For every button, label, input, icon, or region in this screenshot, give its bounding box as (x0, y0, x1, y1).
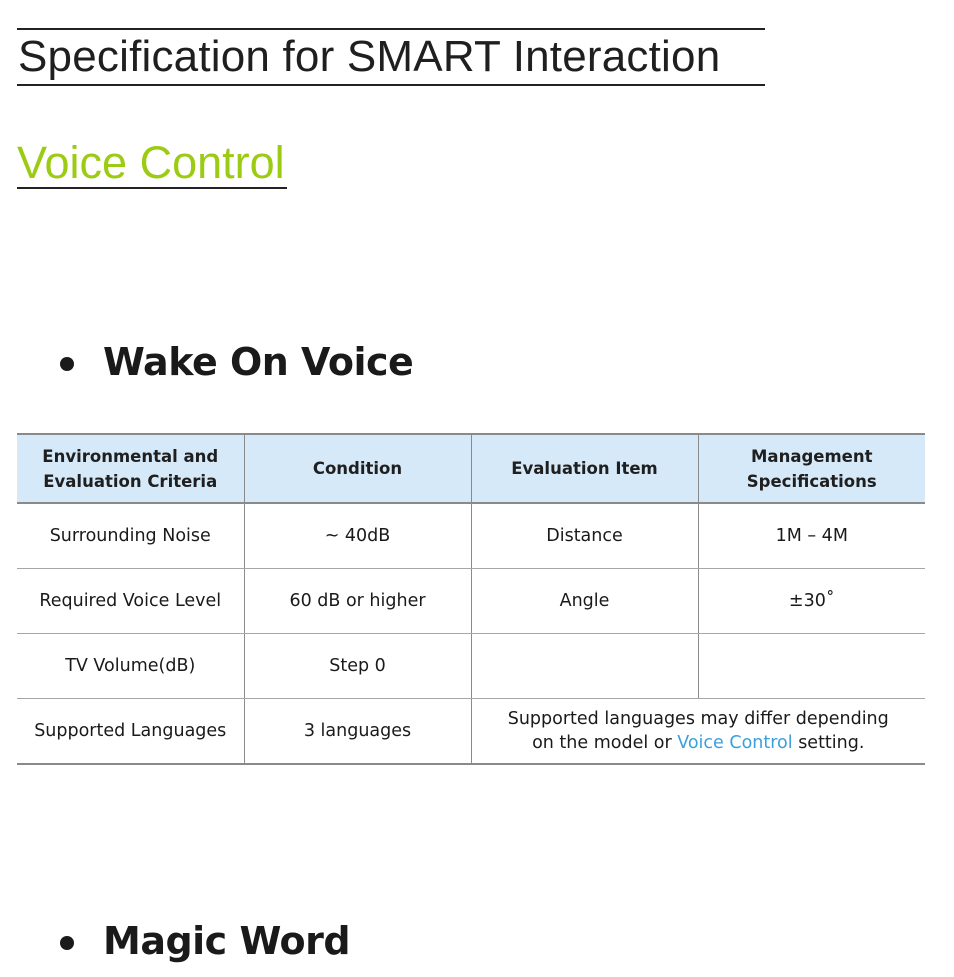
table-row (17, 634, 925, 699)
cell-evaluation-item (471, 634, 698, 699)
wake-on-voice-spec-table (17, 433, 925, 765)
table-row (17, 699, 925, 765)
cell-condition: 3 languages (244, 699, 471, 765)
column-header-condition: Condition (244, 434, 471, 503)
table-row (17, 503, 925, 569)
magic-word-heading (60, 916, 350, 966)
magic-word-heading-text: Magic Word (103, 919, 351, 963)
languages-note-tail: setting. (792, 733, 865, 753)
table-row (17, 569, 925, 634)
cell-evaluation-item: Distance (471, 503, 698, 569)
cell-criteria: Supported Languages (17, 699, 244, 765)
cell-criteria: Required Voice Level (17, 569, 244, 634)
page-title: Specification for SMART Interaction (17, 28, 765, 86)
wake-on-voice-heading-text: Wake On Voice (103, 340, 414, 384)
wake-on-voice-heading (60, 337, 413, 387)
cell-criteria: Surrounding Noise (17, 503, 244, 569)
cell-condition: ~ 40dB (244, 503, 471, 569)
table-header-row (17, 434, 925, 503)
languages-note-line1: Supported languages may differ depending (507, 709, 889, 729)
cell-condition: Step 0 (244, 634, 471, 699)
cell-spec: 1M – 4M (698, 503, 925, 569)
section-title: Voice Control (17, 137, 285, 188)
voice-control-link[interactable]: Voice Control (677, 733, 793, 753)
cell-condition: 60 dB or higher (244, 569, 471, 634)
bullet-icon (60, 357, 74, 371)
cell-evaluation-item: Angle (471, 569, 698, 634)
cell-criteria: TV Volume(dB) (17, 634, 244, 699)
languages-note-line2: on the model or (532, 733, 678, 753)
cell-spec (698, 634, 925, 699)
column-header-criteria: Environmental and Evaluation Criteria (17, 434, 244, 503)
cell-spec: ±30˚ (698, 569, 925, 634)
column-header-evaluation-item: Evaluation Item (471, 434, 698, 503)
cell-languages-note (471, 699, 925, 765)
column-header-management-spec: Management Specifications (698, 434, 925, 503)
bullet-icon (60, 936, 74, 950)
